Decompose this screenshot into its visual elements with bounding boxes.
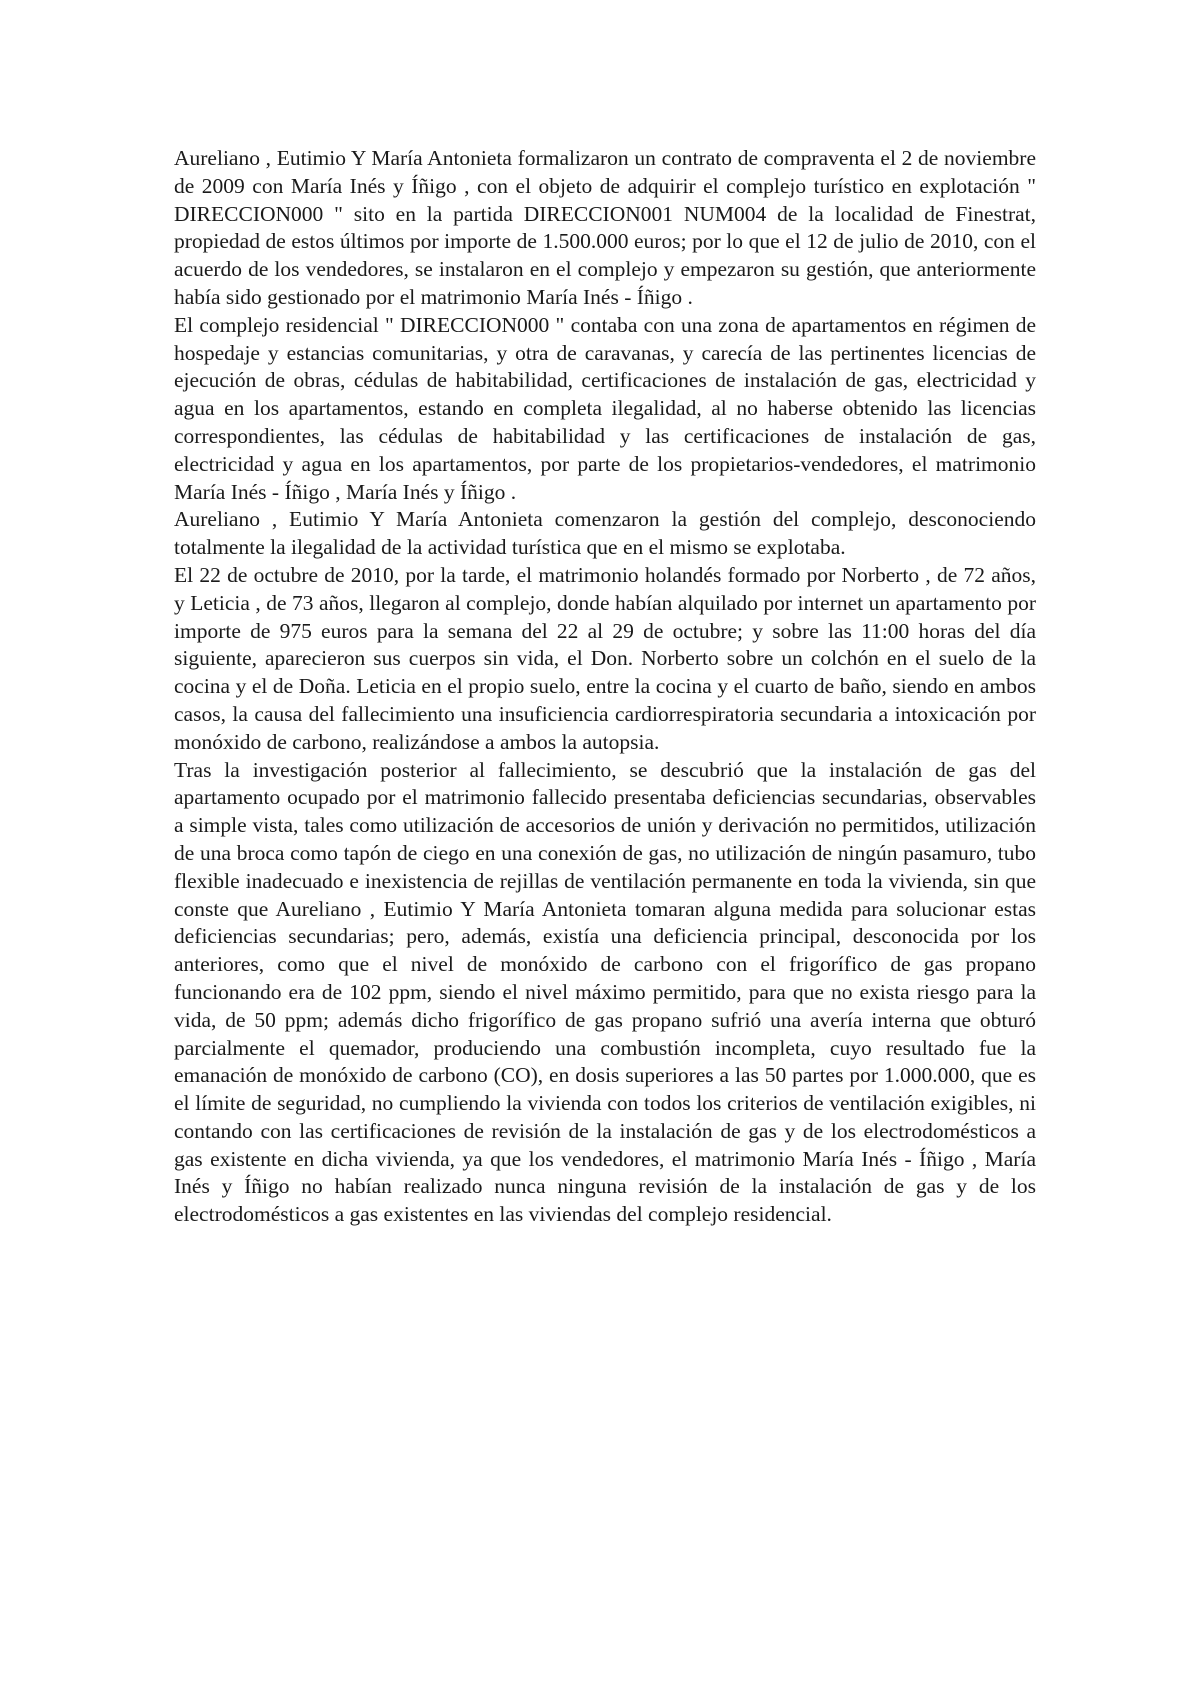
document-body: [174, 145, 1036, 1229]
paragraph-2: El complejo residencial " DIRECCION000 " contaba con una zona de apartamentos en régimen de hospedaje y estancias comunitarias, y otra de caravanas, y carecía de las pertinentes licencias de ejecución de obras, cédulas de habitabilidad, certificaciones de instalación de gas, electricidad y agua en los apartamentos, estando en completa ilegalidad, al no haberse obtenido las licencias correspondientes, las cédulas de habitabilidad y las certificaciones de instalación de gas, electricidad y agua en los apartamentos, por parte de los propietarios-vendedores, el matrimonio María Inés - Íñigo , María Inés y Íñigo .: [174, 312, 1036, 504]
paragraph-4: El 22 de octubre de 2010, por la tarde, el matrimonio holandés formado por Norberto , de 72 años, y Leticia , de 73 años, llegaron al complejo, donde habían alquilado por internet un apartamento por importe de 975 euros para la semana del 22 al 29 de octubre; y sobre las 11:00 horas del día siguiente, aparecieron sus cuerpos sin vida, el Don. Norberto sobre un colchón en el suelo de la cocina y el de Doña. Leticia en el propio suelo, entre la cocina y el cuarto de baño, siendo en ambos casos, la causa del fallecimiento una insuficiencia cardiorrespiratoria secundaria a intoxicación por monóxido de carbono, realizándose a ambos la autopsia.: [174, 562, 1036, 754]
paragraph-3: Aureliano , Eutimio Y María Antonieta comenzaron la gestión del complejo, desconociendo totalmente la ilegalidad de la actividad turística que en el mismo se explotaba.: [174, 507, 1036, 560]
paragraph-1: Aureliano , Eutimio Y María Antonieta formalizaron un contrato de compraventa el 2 de noviembre de 2009 con María Inés y Íñigo , con el objeto de adquirir el complejo turístico en explotación " DIRECCION000 " sito en la partida DIRECCION001 NUM004 de la localidad de Finestrat, propiedad de estos últimos por importe de 1.500.000 euros; por lo que el 12 de julio de 2010, con el acuerdo de los vendedores, se instalaron en el complejo y empezaron su gestión, que anteriormente había sido gestionado por el matrimonio María Inés - Íñigo .: [174, 146, 1036, 309]
paragraph-5: Tras la investigación posterior al fallecimiento, se descubrió que la instalación de gas del apartamento ocupado por el matrimonio fallecido presentaba deficiencias secundarias, observables a simple vista, tales como utilización de accesorios de unión y derivación no permitidos, utilización de una broca como tapón de ciego en una conexión de gas, no utilización de ningún pasamuro, tubo flexible inadecuado e inexistencia de rejillas de ventilación permanente en toda la vivienda, sin que conste que Aureliano , Eutimio Y María Antonieta tomaran alguna medida para solucionar estas deficiencias secundarias; pero, además, existía una deficiencia principal, desconocida por los anteriores, como que el nivel de monóxido de carbono con el frigorífico de gas propano funcionando era de 102 ppm, siendo el nivel máximo permitido, para que no exista riesgo para la vida, de 50 ppm; además dicho frigorífico de gas propano sufrió una avería interna que obturó parcialmente el quemador, produciendo una combustión incompleta, cuyo resultado fue la emanación de monóxido de carbono (CO), en dosis superiores a las 50 partes por 1.000.000, que es el límite de seguridad, no cumpliendo la vivienda con todos los criterios de ventilación exigibles, ni contando con las certificaciones de revisión de la instalación de gas y de los electrodomésticos a gas existente en dicha vivienda, ya que los vendedores, el matrimonio María Inés - Íñigo , María Inés y Íñigo no habían realizado nunca ninguna revisión de la instalación de gas y de los electrodomésticos a gas existentes en las viviendas del complejo residencial.: [174, 757, 1036, 1227]
